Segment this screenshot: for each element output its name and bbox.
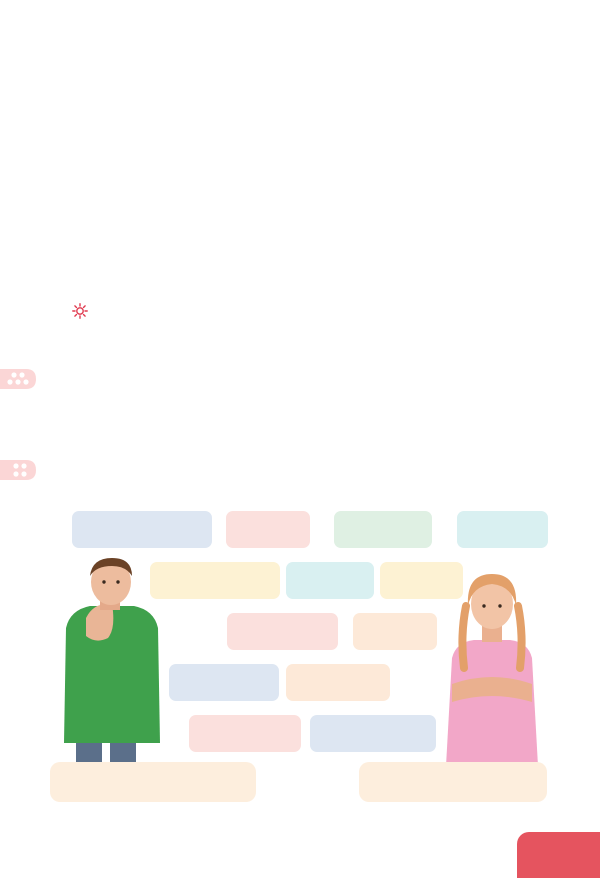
word-chip: [310, 715, 436, 752]
girl-illustration: [438, 566, 546, 766]
word-chip: [457, 511, 548, 548]
word-chip: [286, 562, 374, 599]
word-chip: [334, 511, 432, 548]
top-dot-border: [8, 14, 592, 28]
boy-speech-bubble: [50, 762, 256, 802]
girl-speech-bubble: [359, 762, 547, 802]
word-chip: [72, 511, 212, 548]
word-chip: [189, 715, 301, 752]
sun-icon: [72, 303, 88, 326]
pair-work-icon: [0, 460, 38, 480]
word-chip: [286, 664, 390, 701]
footer-divider: [14, 823, 586, 826]
boy-illustration: [56, 558, 168, 768]
word-chip: [226, 511, 310, 548]
discussion-icon: [0, 369, 38, 389]
intro-text: [76, 46, 550, 48]
word-chip: [169, 664, 279, 701]
word-chip: [353, 613, 437, 650]
page-number: [517, 832, 600, 878]
word-chip: [227, 613, 338, 650]
word-chip: [150, 562, 280, 599]
